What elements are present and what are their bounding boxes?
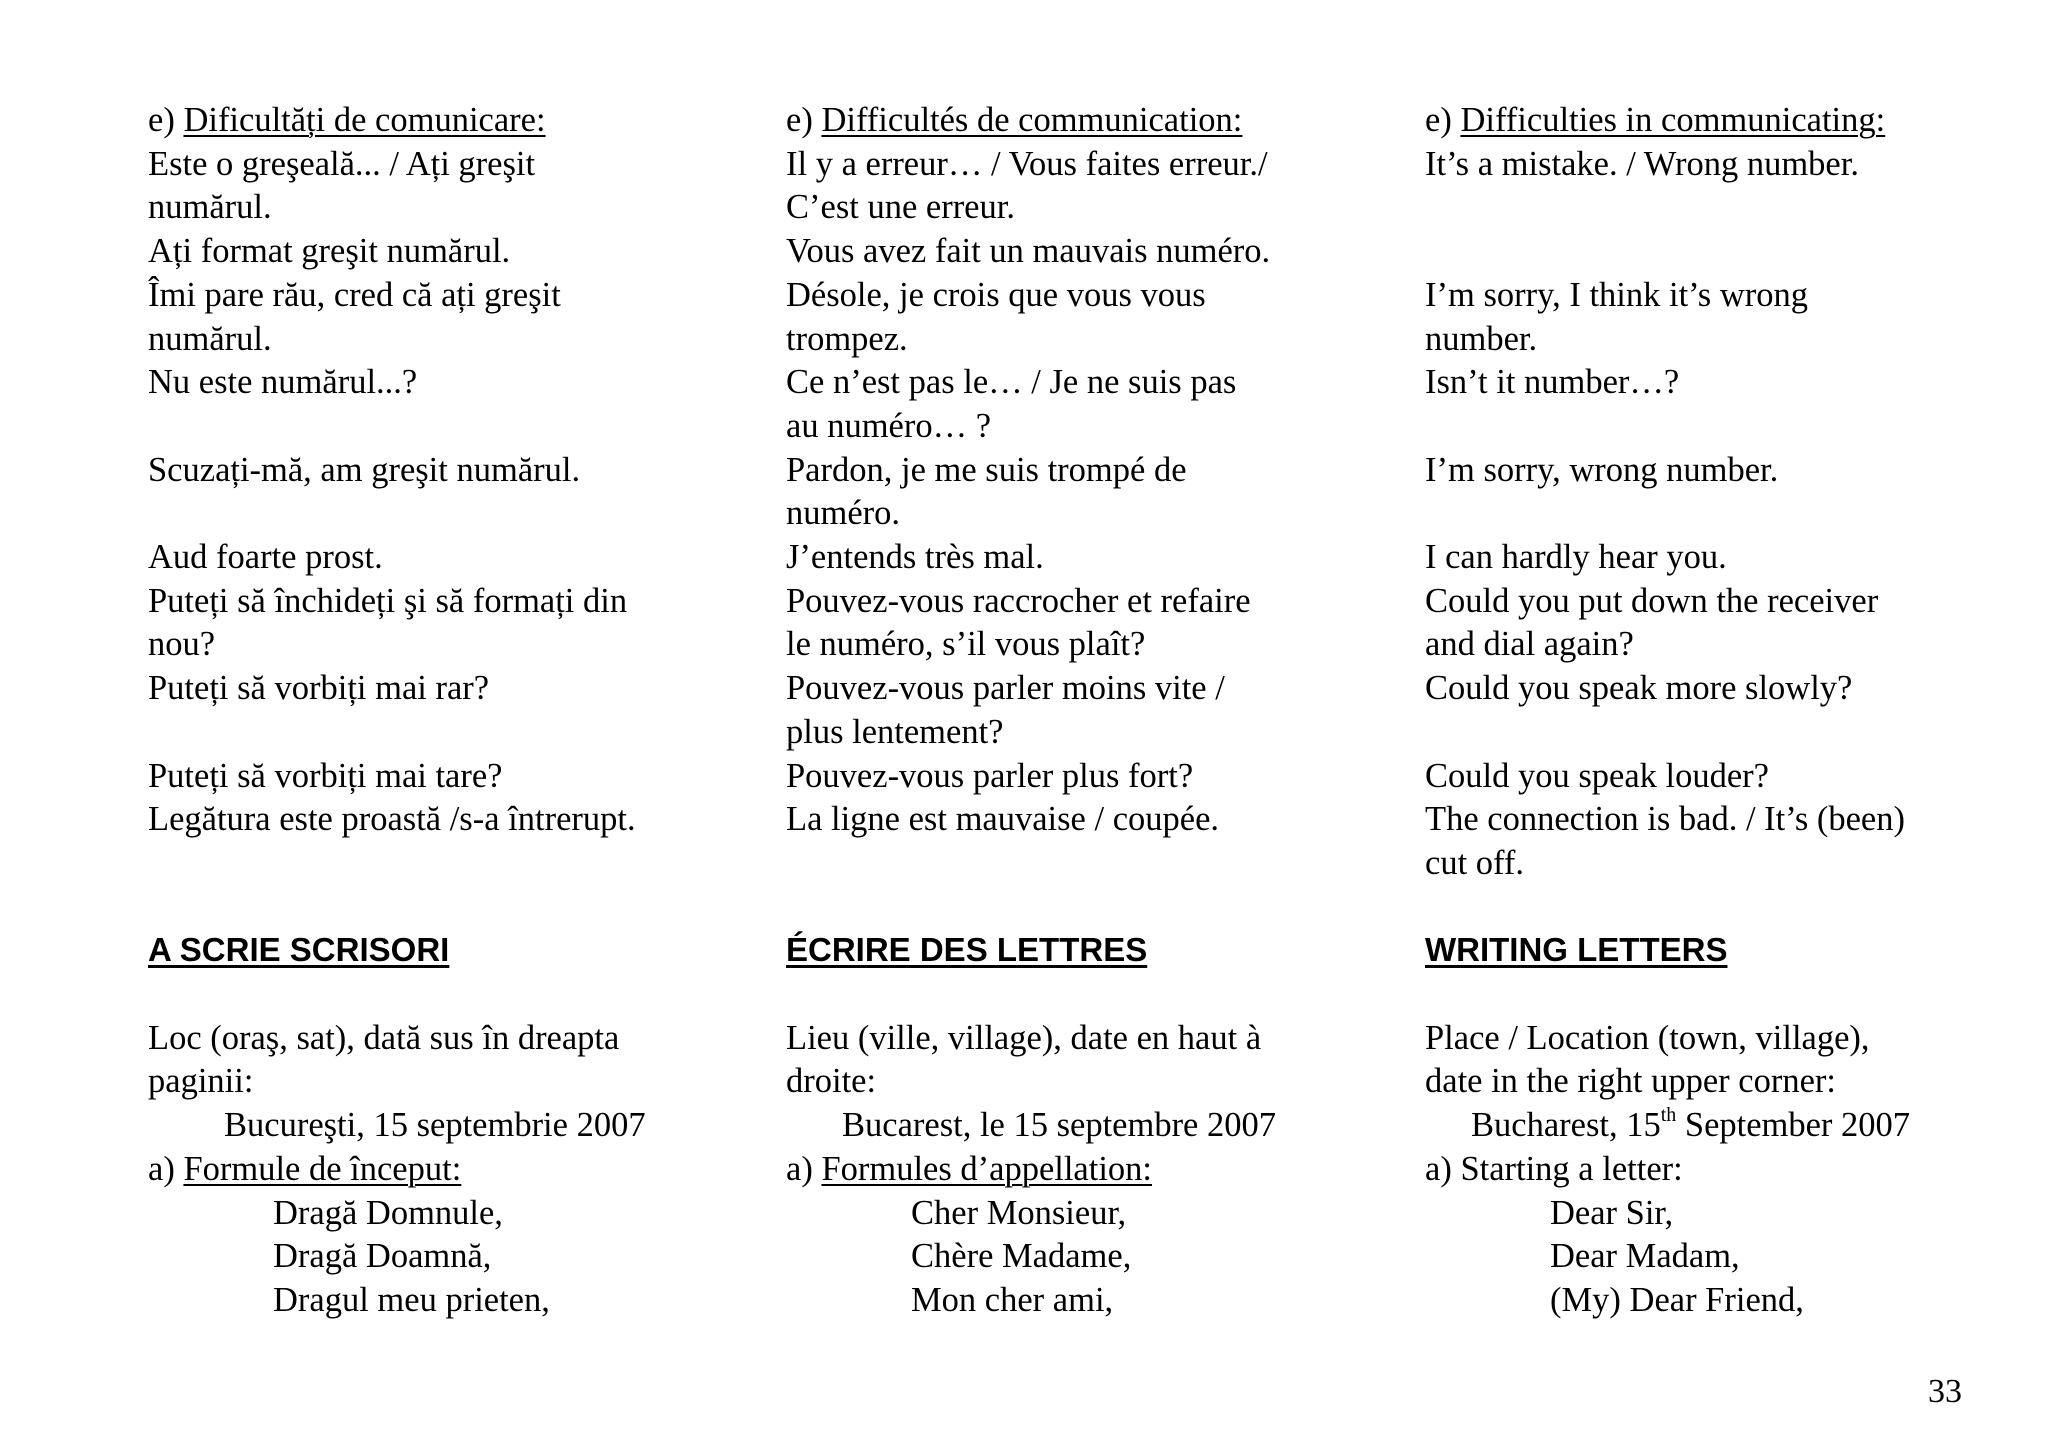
phrase-line: Ce n’est pas le… / Je ne suis pas <box>786 363 1237 402</box>
phrase-line: C’est une erreur. <box>786 188 1015 227</box>
phrase-line: Scuzați-mă, am greşit numărul. <box>148 450 581 489</box>
section-title: Difficultés de communication: <box>821 101 1243 139</box>
phrase-line: le numéro, s’il vous plaît? <box>786 625 1146 664</box>
greeting-line: Cher Monsieur, <box>911 1193 1127 1232</box>
section-title: Starting a letter: <box>1460 1149 1683 1188</box>
section-a-heading <box>786 1147 1152 1191</box>
phrase-line: Este o greşeală... / Ați greşit <box>148 144 536 183</box>
phrase-line: nou? <box>148 625 216 664</box>
greeting-line: Chère Madame, <box>911 1237 1132 1276</box>
phrase-line: Aud foarte prost. <box>148 538 383 576</box>
phrase-line: The connection is bad. / It’s (been) <box>1425 800 1905 839</box>
phrase-line: Could you put down the receiver <box>1425 581 1879 620</box>
greeting-line: Dear Sir, <box>1550 1193 1674 1232</box>
letter-intro-line: paginii: <box>148 1062 254 1101</box>
letter-intro-line: Place / Location (town, village), <box>1425 1018 1870 1057</box>
phrase-line: Puteți să vorbiți mai rar? <box>148 669 490 708</box>
greeting-line: Dear Madam, <box>1550 1237 1740 1276</box>
section-title: Dificultăți de comunicare: <box>183 101 546 139</box>
phrase-line: trompez. <box>786 319 908 358</box>
phrase-line: Puteți să vorbiți mai tare? <box>148 756 503 795</box>
phrase-line: plus lentement? <box>786 712 1004 751</box>
section-a-heading <box>148 1147 461 1191</box>
letter-intro-line: Lieu (ville, village), date en haut à <box>786 1018 1262 1057</box>
section-e-heading <box>1425 98 1885 142</box>
section-title: Formule de început: <box>183 1149 462 1188</box>
phrase-line: It’s a mistake. / Wrong number. <box>1425 144 1859 183</box>
section-heading: ÉCRIRE DES LETTRES <box>786 931 1148 969</box>
phrase-line: and dial again? <box>1425 625 1634 664</box>
phrase-line: number. <box>1425 319 1538 358</box>
phrase-line: Îmi pare rău, cred că ați greşit <box>148 275 561 314</box>
phrase-line: numărul. <box>148 319 272 358</box>
letter-date <box>1425 1103 1910 1147</box>
date-rest: September 2007 <box>1676 1106 1911 1145</box>
phrase-line: Could you speak more slowly? <box>1425 669 1853 708</box>
section-a-heading <box>1425 1147 1683 1191</box>
page-number: 33 <box>1928 1373 1962 1410</box>
phrase-line: Legătura este proastă /s-a întrerupt. <box>148 800 636 839</box>
phrase-line: numéro. <box>786 494 901 533</box>
letter-date: Bucarest, le 15 septembre 2007 <box>842 1106 1276 1145</box>
phrase-line: Isn’t it number…? <box>1425 363 1680 402</box>
phrase-line: I can hardly hear you. <box>1425 538 1727 576</box>
phrase-line: I’m sorry, wrong number. <box>1425 450 1779 489</box>
phrase-line: J’entends très mal. <box>786 538 1044 576</box>
greeting-line: (My) Dear Friend, <box>1550 1280 1804 1319</box>
greeting-line: Dragul meu prieten, <box>273 1280 550 1319</box>
phrase-line: Il y a erreur… / Vous faites erreur./ <box>786 144 1268 183</box>
phrase-line: Ați format greşit numărul. <box>148 232 511 271</box>
section-prefix: e) <box>148 101 184 139</box>
phrase-line: Vous avez fait un mauvais numéro. <box>786 232 1271 271</box>
letter-intro-line: droite: <box>786 1062 877 1101</box>
section-prefix: e) <box>1425 101 1461 139</box>
section-heading: WRITING LETTERS <box>1425 931 1728 969</box>
letter-intro-line: date in the right upper corner: <box>1425 1062 1836 1101</box>
greeting-line: Mon cher ami, <box>911 1280 1114 1319</box>
date-ordinal-suffix: th <box>1660 1103 1677 1126</box>
phrase-line: La ligne est mauvaise / coupée. <box>786 800 1220 839</box>
phrase-line: I’m sorry, I think it’s wrong <box>1425 275 1808 314</box>
date-city: Bucharest, 15 <box>1471 1106 1661 1145</box>
section-prefix: a) <box>1425 1149 1461 1188</box>
section-prefix: a) <box>148 1149 184 1188</box>
greeting-line: Dragă Domnule, <box>273 1193 503 1232</box>
section-heading: A SCRIE SCRISORI <box>148 931 450 969</box>
phrase-line: Nu este numărul...? <box>148 363 418 402</box>
phrase-line: Pouvez-vous parler moins vite / <box>786 669 1225 708</box>
phrase-line: Désole, je crois que vous vous <box>786 275 1206 314</box>
section-prefix: e) <box>786 101 822 139</box>
phrase-line: Pouvez-vous raccrocher et refaire <box>786 581 1251 620</box>
section-e-heading <box>148 98 546 142</box>
section-e-heading <box>786 98 1242 142</box>
section-title: Difficulties in communicating: <box>1460 101 1886 139</box>
letter-intro-line: Loc (oraş, sat), dată sus în dreapta <box>148 1018 620 1057</box>
section-prefix: a) <box>786 1149 822 1188</box>
greeting-line: Dragă Doamnă, <box>273 1237 492 1276</box>
phrase-line: Could you speak louder? <box>1425 756 1769 795</box>
phrase-line: Pouvez-vous parler plus fort? <box>786 756 1194 795</box>
phrase-line: Pardon, je me suis trompé de <box>786 450 1187 489</box>
phrase-line: numărul. <box>148 188 272 227</box>
phrase-line: Puteți să închideți şi să formați din <box>148 581 628 620</box>
phrase-line: au numéro… ? <box>786 406 992 445</box>
letter-date: Bucureşti, 15 septembrie 2007 <box>224 1106 646 1145</box>
phrase-line: cut off. <box>1425 843 1525 882</box>
section-title: Formules d’appellation: <box>821 1149 1153 1188</box>
